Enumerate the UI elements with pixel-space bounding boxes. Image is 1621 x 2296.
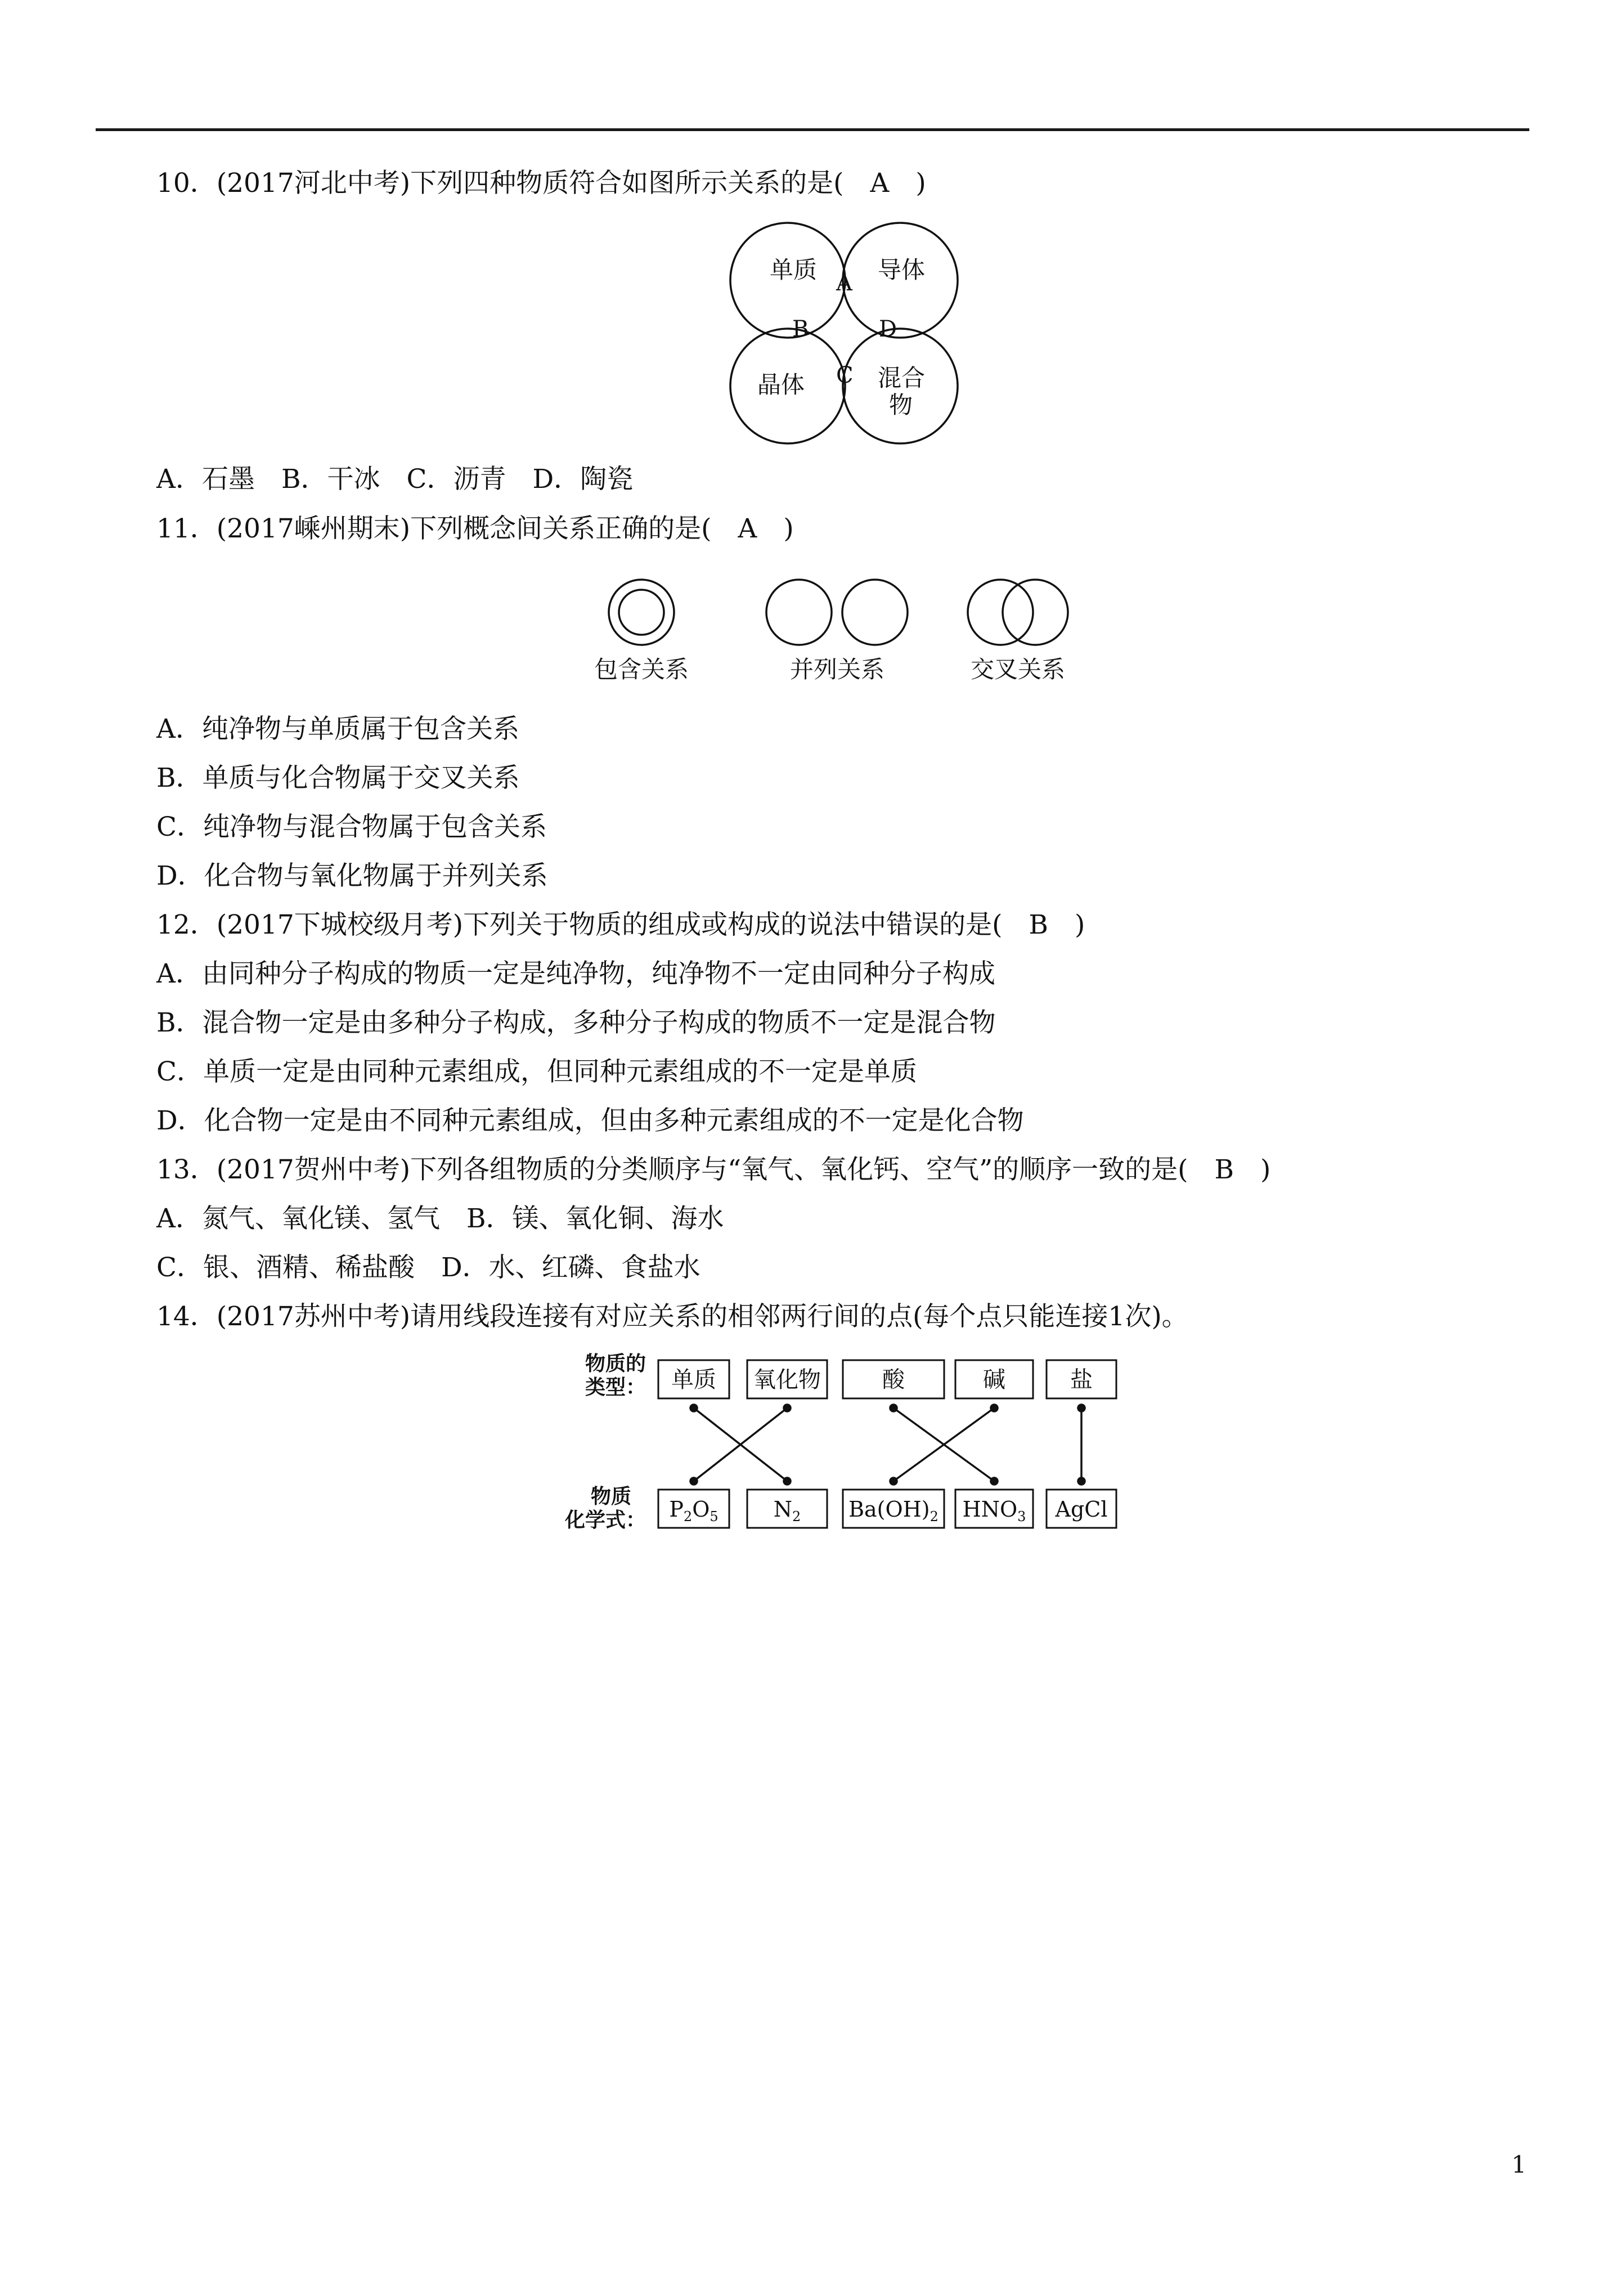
type-acid: 酸 [882,1367,905,1393]
parallel-circle-right [842,580,908,645]
q14-matching-figure [563,1348,1125,1545]
type-danzhi: 单质 [671,1367,716,1393]
q12-stem: 12．(2017下城校级月考)下列关于物质的组成或构成的说法中错误的是( B ) [156,909,1085,940]
q10-options: A．石墨 B．干冰 C．沥青 D．陶瓷 [156,464,634,495]
q11-relation-figure [585,574,1103,692]
q13-option-ab: A．氮气、氧化镁、氢气 B．镁、氧化铜、海水 [156,1203,724,1234]
dot [1078,1478,1085,1485]
row1-label-line1: 物质的 [585,1352,646,1375]
row2-label-line1: 物质 [590,1485,631,1508]
formula-agcl: AgCl [1055,1497,1108,1522]
venn-label-2: 导体 [878,256,926,284]
contain-inner-circle [619,590,664,635]
q12-option-a: A．由同种分子构成的物质一定是纯净物，纯净物不一定由同种分子构成 [156,958,995,989]
formula-n2: $N_2$ [773,1497,801,1524]
cross-circle-right [1003,580,1068,645]
q10-stem: 10．(2017河北中考)下列四种物质符合如图所示关系的是( A ) [156,168,926,199]
venn-letter-c: C [836,362,854,388]
label-contain: 包含关系 [594,656,689,683]
row2-label-line2: 化学式： [564,1508,646,1532]
dot [690,1405,697,1411]
dot [890,1405,897,1411]
venn-letter-a: A [836,270,852,296]
q10-venn-diagram [726,218,962,449]
formula-baoh2: $Ba(OH)_2$ [848,1497,939,1524]
venn-label-4: 混合 [878,364,926,392]
cross-circle-left [968,580,1033,645]
dot [890,1478,897,1485]
type-salt: 盐 [1070,1367,1093,1393]
type-oxide: 氧化物 [753,1367,821,1393]
header-rule [96,128,1529,131]
q12-option-c: C．单质一定是由同种元素组成，但同种元素组成的不一定是单质 [156,1056,917,1087]
label-parallel: 并列关系 [789,656,885,683]
dot [690,1478,697,1485]
q11-option-d: D．化合物与氧化物属于并列关系 [156,860,548,891]
formula-hno3: $HNO_3$ [962,1497,1026,1524]
venn-letter-b: B [792,316,809,342]
q13-stem: 13．(2017贺州中考)下列各组物质的分类顺序与“氧气、氧化钙、空气”的顺序一致的是( B ) [156,1154,1271,1185]
venn-label-1: 单质 [770,256,818,284]
dot [991,1478,998,1485]
row1-label-line2: 类型： [585,1375,646,1399]
q11-option-b: B．单质与化合物属于交叉关系 [156,763,520,793]
q11-option-a: A．纯净物与单质属于包含关系 [156,714,519,745]
q14-stem: 14．(2017苏州中考)请用线段连接有对应关系的相邻两行间的点(每个点只能连接1次)。 [156,1301,1188,1332]
q11-option-c: C．纯净物与混合物属于包含关系 [156,811,547,842]
venn-label-5: 物 [889,391,913,419]
venn-letter-d: D [879,316,897,342]
q13-option-cd: C．银、酒精、稀盐酸 D．水、红磷、食盐水 [156,1252,701,1283]
q11-stem: 11．(2017嵊州期末)下列概念间关系正确的是( A ) [156,513,794,544]
type-base: 碱 [983,1367,1005,1393]
dot [784,1478,791,1485]
label-cross: 交叉关系 [970,656,1066,683]
formula-p2o5: $P_2O_5$ [669,1497,719,1524]
dot [991,1405,998,1411]
dot [1078,1405,1085,1411]
page-number: 1 [1511,2151,1526,2178]
venn-label-3: 晶体 [757,371,805,398]
q12-option-d: D．化合物一定是由不同种元素组成，但由多种元素组成的不一定是化合物 [156,1105,1024,1136]
q12-option-b: B．混合物一定是由多种分子构成，多种分子构成的物质不一定是混合物 [156,1007,996,1038]
parallel-circle-left [766,580,832,645]
dot [784,1405,791,1411]
